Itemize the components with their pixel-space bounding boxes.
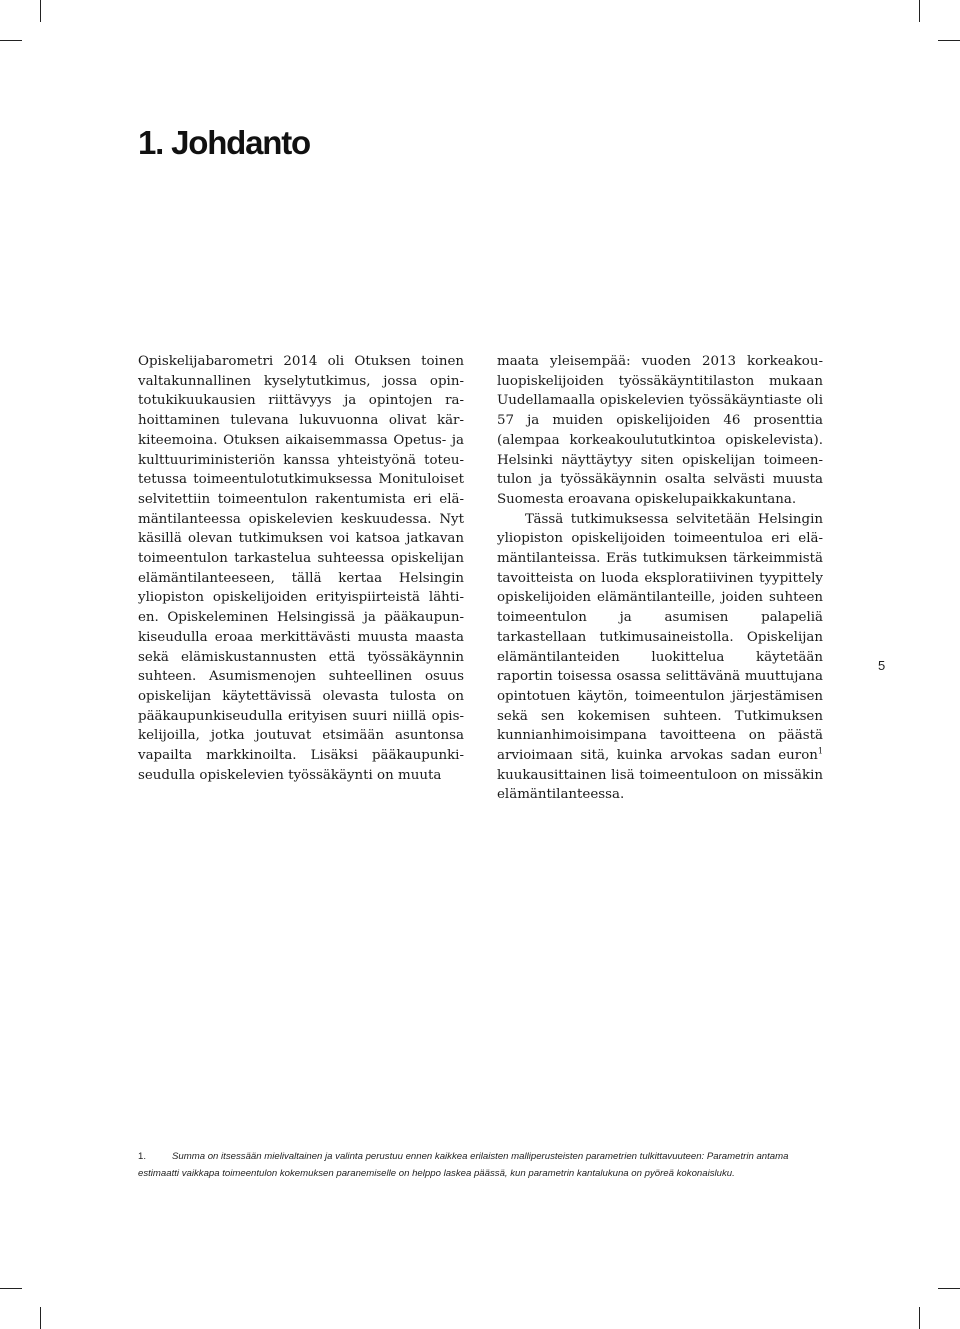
footnote-text: Summa on itsessään mielivaltainen ja valinta perustuu ennen kaikkea erilaisten malliperusteisten parametrien tulkittavuuteen: Parametrin antama estimaatti vaikkapa toimeentulon kokemuksen paranemiselle on helppo laskea päässä, kun parametrin kantalukuna on pyöreä kokonaisluku. (138, 1151, 789, 1179)
paragraph-text: kuukausittainen lisä toimeentuloon on missäkin elämäntilanteessa. (497, 767, 823, 803)
crop-mark (40, 0, 41, 22)
crop-mark (919, 1307, 920, 1329)
left-column (138, 352, 464, 785)
page-number: 5 (878, 658, 886, 673)
body-paragraph: Opiskelijabarometri 2014 oli Otuksen toinen valtakunnallinen kyselytutkimus, jossa opintotukikuukausien riittävyys ja opintojen rahoittaminen tulevana lukuvuonna olivat kärkiteemoina. Otuksen aikaisemmassa Opetus- ja kulttuuriministeriön kanssa yhteistyönä toteutetussa toimeentulotutkimuksessa Monituloiset selvitettiin toimeentulon rakentumista eri elämäntilanteessa opiskelevien keskuudessa. Nyt käsillä olevan tutkimuksen voi katsoa jatkavan toimeentulon tarkastelua suhteessa opiskelijan elämäntilanteeseen, tällä kertaa Helsingin yliopiston opiskelijoiden erityispiirteistä lähtien. Opiskeleminen Helsingissä ja pääkaupunkiseudulla eroaa merkittävästi muusta maasta sekä elämiskustannusten että työssäkäynnin suhteen. Asumismenojen suhteellinen osuus opiskelijan käytettävissä olevasta tulosta on pääkaupunkiseudulla erityisen suuri niillä opiskelijoilla, jotka joutuvat etsimään asuntonsa vapailta markkinoilta. Lisäksi pääkaupunkiseudulla opiskelevien työssäkäynti on muuta (138, 354, 464, 783)
crop-mark (40, 1307, 41, 1329)
page-title: 1. Johdanto (138, 124, 310, 161)
footnote-reference: 1 (817, 746, 823, 756)
crop-mark (938, 1288, 960, 1289)
body-paragraph (497, 510, 823, 806)
crop-mark (938, 40, 960, 41)
crop-mark (0, 1288, 22, 1289)
right-column (497, 352, 823, 805)
crop-mark (0, 40, 22, 41)
footnote (138, 1148, 822, 1182)
crop-mark (919, 0, 920, 22)
paragraph-text: Tässä tutkimuksessa selvitetään Helsingin yliopiston opiskelijoiden toimeentuloa eri elämäntilanteissa. Eräs tutkimuksen tärkeimmistä tavoitteista on luoda eksploratiivinen tyypittely opiskelijoiden elämäntilanteille, joiden suhteen toimeentulon ja asumisen palapeliä tarkastellaan tutkimusaineistolla. Opiskelijan elämäntilanteiden luokittelua käytetään raportin toisessa osassa selittävänä muuttujana opintotuen käytön, toimeentulon järjestämisen sekä sen kokemisen suhteen. Tutkimuksen kunnianhimoisimpana tavoitteena on päästä arvioimaan sitä, kuinka arvokas sadan euron (497, 511, 823, 764)
body-paragraph: maata yleisempää: vuoden 2013 korkeakouluopiskelijoiden työssäkäyntitilaston mukaan Uudellamaalla opiskelevien työssäkäyntiaste oli 57 ja muiden opiskelijoiden 46 prosenttia (alempaa korkeakoulututkintoa opiskelevista). Helsinki näyttäytyy siten opiskelijan toimeentulon ja työssäkäynnin osalta selvästi muusta Suomesta eroavana opiskelupaikkakuntana. (497, 354, 823, 507)
footnote-number: 1. (138, 1151, 147, 1162)
